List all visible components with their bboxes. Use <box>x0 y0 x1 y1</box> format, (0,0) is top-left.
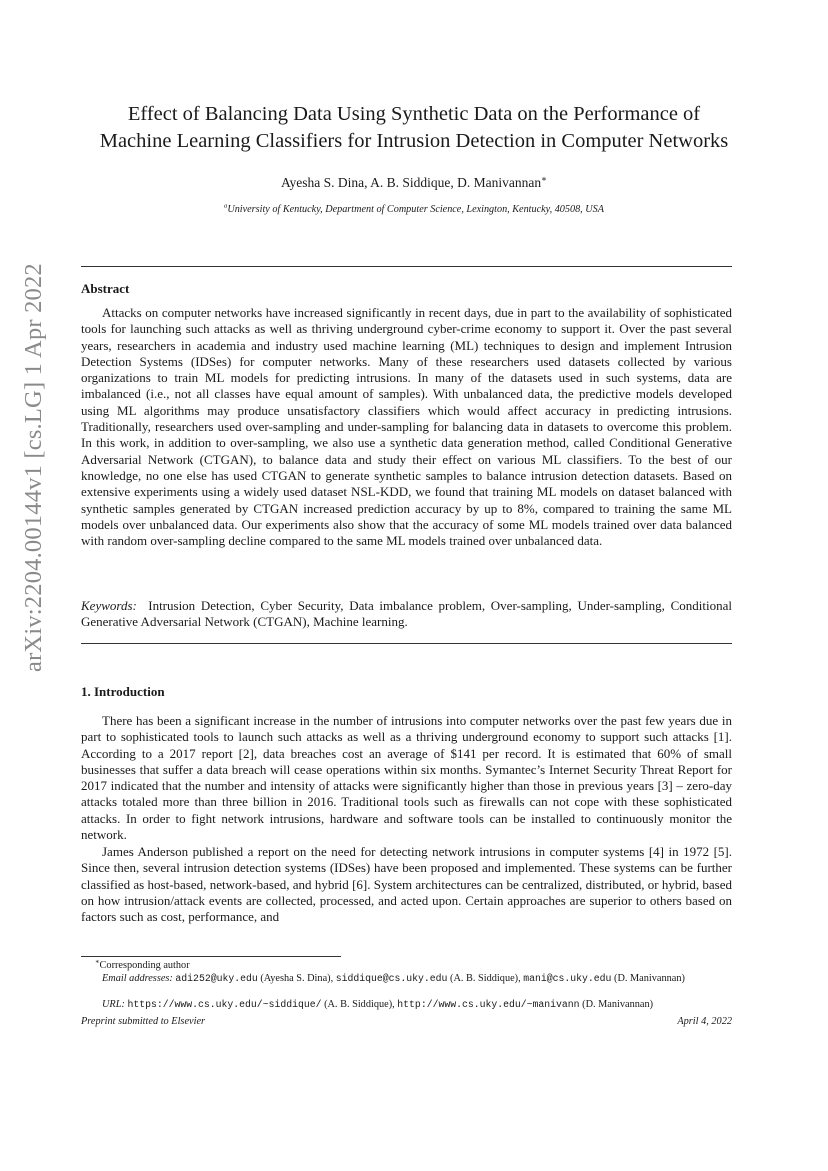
abstract-heading: Abstract <box>81 281 130 296</box>
section-heading-introduction: 1. Introduction <box>81 684 165 699</box>
preprint-date: April 4, 2022 <box>677 1016 732 1027</box>
affiliation-text: University of Kentucky, Department of Computer Science, Lexington, Kentucky, 40508, USA <box>227 204 604 215</box>
preprint-note: Preprint submitted to Elsevier <box>81 1016 206 1027</box>
email-owner-dina: (Ayesha S. Dina), <box>260 973 334 984</box>
email-link-siddique[interactable]: siddique@cs.uky.edu <box>335 973 448 984</box>
footnote-corresponding <box>81 959 732 972</box>
intro-paragraph-2: James Anderson published a report on the need for detecting network intrusions in computer systems [4] in 1972 [5]. Since then, several intrusion detection systems (IDSes) have been proposed and implemented. These systems can be further classified as host-based, network-based, and hybrid [6]. System architectures can be centralized, distributed, or hybrid, based on how intrusion/attack events are collected, processed, and acted upon. Certain approaches are superior to others based on factors such as cost, performance, and <box>81 844 732 925</box>
url-owner-siddique: (A. B. Siddique), <box>324 999 395 1010</box>
url-link-siddique[interactable]: https://www.cs.uky.edu/~siddique/ <box>127 999 322 1010</box>
corresponding-author-mark: ∗ <box>541 173 548 184</box>
footnote-emails <box>81 972 732 985</box>
keywords-label: Keywords: <box>81 598 137 613</box>
abstract-bottom-rule <box>81 643 732 644</box>
url-owner-manivannan: (D. Manivannan) <box>582 999 654 1010</box>
title-line-1: Effect of Balancing Data Using Synthetic Data on the Performance of <box>127 103 701 125</box>
abstract-body: Attacks on computer networks have increased significantly in recent days, due in part to the availability of sophisticated tools for launching such attacks as well as thriving underground cyber-crime economy to support it. Over the past several years, researchers in academia and industry used machine learning (ML) techniques to design and implement Intrusion Detection Systems (IDSes) for computer networks. Many of these researchers used datasets collected by various organizations to train ML models for predicting intrusions. In many of the datasets used in such systems, data are imbalanced (i.e., not all classes have equal amount of samples). With unbalanced data, the predictive models developed using ML algorithms may produce unsatisfactory classifiers which would affect accuracy in predicting intrusions. Traditionally, researchers used over-sampling and under-sampling for balancing data in datasets to overcome this problem. In this work, in addition to over-sampling, we also use a synthetic data generation method, called Conditional Generative Adversarial Network (CTGAN), to balance data and study their effect on various ML classifiers. To the best of our knowledge, no one else has used CTGAN to generate synthetic samples to balance intrusion detection datasets. Based on extensive experiments using a widely used dataset NSL-KDD, we found that training ML models on dataset balanced with synthetic samples generated by CTGAN increased prediction accuracy by up to 8%, compared to training the same ML models over unbalanced data. Our experiments also show that the accuracy of some ML models trained over data balanced with random over-sampling decline compared to the same ML models trained over unbalanced data. <box>81 305 732 549</box>
author-list <box>60 175 768 191</box>
email-link-manivannan[interactable]: mani@cs.uky.edu <box>523 973 612 984</box>
email-owner-manivannan: (D. Manivannan) <box>614 973 685 984</box>
intro-paragraph-1: There has been a significant increase in the number of intrusions into computer networks over the past few years due in part to sophisticated tools to launch such attacks as well as a thriving underground economy to support such attacks [1]. According to a 2017 report [2], data breaches cost an average of $141 per record. It is estimated that 60% of small businesses that suffer a data breach will cease operations within six months. Symantec’s Internet Security Threat Report for 2017 indicated that the number and intensity of attacks were significantly higher than those in previous years [3] – zero-day attacks totaled more than three billion in 2016. Traditional tools such as firewalls can not cope with these sophisticated attacks. In order to fight network intrusions, hardware and software tools can be installed to continuously monitor the network. <box>81 713 732 843</box>
paper-title <box>60 101 768 155</box>
arxiv-identifier: arXiv:2204.00144v1 [cs.LG] 1 Apr 2022 <box>20 263 47 672</box>
title-line-2: Machine Learning Classifiers for Intrusion Detection in Computer Networks <box>99 130 729 152</box>
footnote-urls <box>81 998 732 1011</box>
affiliation-mark: a <box>224 202 228 210</box>
footnote-mark: ∗ <box>95 958 100 966</box>
corresponding-text: Corresponding author <box>99 960 190 971</box>
url-link-manivannan[interactable]: http://www.cs.uky.edu/~manivann <box>397 999 580 1010</box>
email-link-dina[interactable]: adi252@uky.edu <box>175 973 258 984</box>
url-label: URL: <box>102 999 125 1010</box>
email-owner-siddique: (A. B. Siddique), <box>450 973 521 984</box>
affiliation <box>60 204 768 215</box>
footnote-rule <box>81 956 341 957</box>
keywords <box>81 598 732 631</box>
authors-text: Ayesha S. Dina, A. B. Siddique, D. Manivannan <box>280 175 542 190</box>
abstract-top-rule <box>81 266 732 267</box>
email-label: Email addresses: <box>102 973 173 984</box>
arxiv-sidebar <box>16 263 56 672</box>
keywords-text: Intrusion Detection, Cyber Security, Data imbalance problem, Over-sampling, Under-sampling, Conditional Generative Adversarial Network (CTGAN), Machine learning. <box>81 598 732 630</box>
